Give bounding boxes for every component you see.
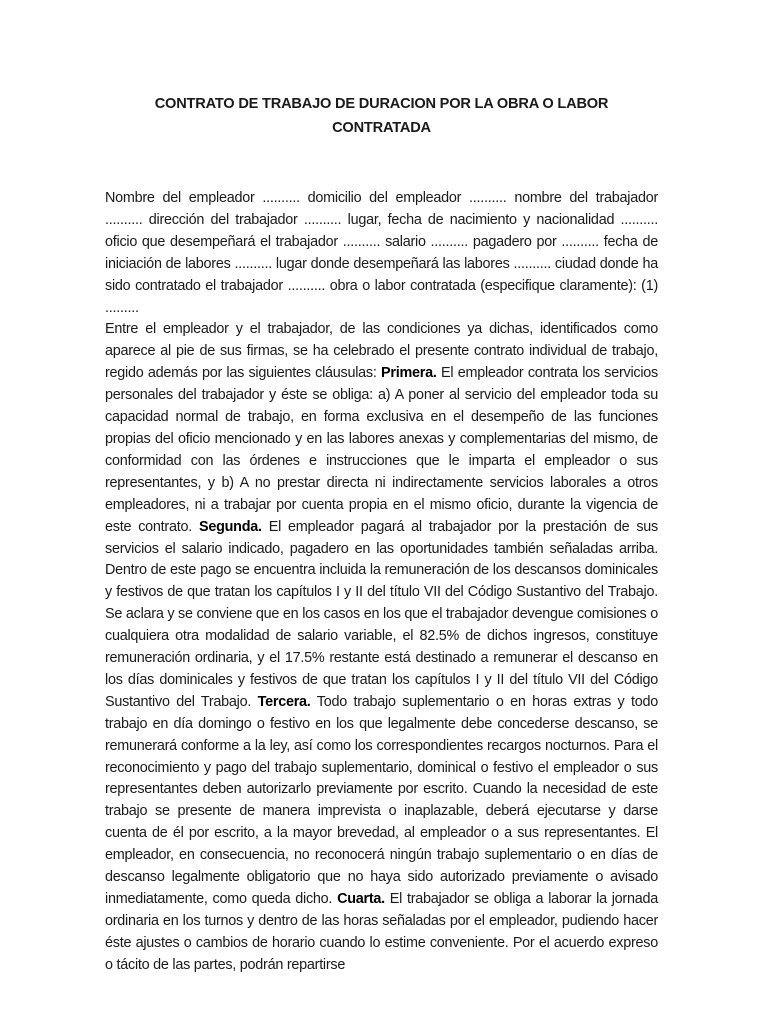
clause-primera-heading: Primera. (381, 365, 437, 382)
contract-body (105, 188, 658, 977)
clause-segunda-text: El empleador pagará al trabajador por la prestación de sus servicios el salario indicado, pagadero en las oportunidades también señaladas arriba. Dentro de este pago se encuentra incluida la remuneración de los descansos dominicales y festivos de que tratan los capítulos I y II del título VII del Código Sustantivo del Trabajo. Se aclara y se conviene que en los casos en los que el trabajador devengue comisiones o cualquiera otra modalidad de salario variable, el 82.5% de dichos ingresos, constituye remuneración ordinaria, y el 17.5% restante está destinado a remunerar el descanso en los días dominicales y festivos de que tratan los capítulos I y II del título VII del Código Sustantivo del Trabajo. (105, 518, 658, 710)
clause-cuarta-heading: Cuarta. (337, 891, 385, 907)
clauses-intro: Entre el empleador y el trabajador, de las condiciones ya dichas, identificados como aparece al pie de sus firmas, se ha celebrado el presente contrato individual de trabajo, regido además por las siguientes cláusulas: (105, 321, 658, 382)
clause-segunda-heading: Segunda. (198, 518, 262, 535)
clause-tercera-heading: Tercera. (257, 693, 311, 710)
clauses-paragraph (105, 319, 658, 976)
title-line-1: CONTRATO DE TRABAJO DE DURACION POR LA OBRA O LABOR (154, 96, 609, 112)
contract-title (105, 92, 658, 140)
clause-cuarta-text: El trabajador se obliga a laborar la jornada ordinaria en los turnos y dentro de las horas señaladas por el empleador, pudiendo hacer éste ajustes o cambios de horario cuando lo estime conveniente. Por el acuerdo expreso o tácito de las partes, podrán repartirse (105, 891, 658, 973)
title-line-2: CONTRATADA (332, 120, 431, 136)
clause-tercera-text: Todo trabajo suplementario o en horas extras y todo trabajo en día domingo o festivo en los que legalmente debe concederse descanso, se remunerará conforme a la ley, así como los correspondientes recargos nocturnos. Para el reconocimiento y pago del trabajo suplementario, dominical o festivo el empleador o sus representantes deben autorizarlo previamente por escrito. Cuando la necesidad de este trabajo se presente de manera imprevista o inaplazable, deberá ejecutarse y darse cuenta de él por escrito, a la mayor brevedad, al empleador o a sus representantes. El empleador, en consecuencia, no reconocerá ningún trabajo suplementario o en días de descanso legalmente obligatorio que no haya sido autorizado previamente o avisado inmediatamente, como queda dicho. (105, 693, 658, 907)
parties-fields-paragraph: Nombre del empleador .......... domicilio del empleador .......... nombre del trabajador .......... dirección del trabajador .......... lugar, fecha de nacimiento y nacionalidad .......... oficio que desempeñará el trabajador .......... salario .......... pagadero por .......... fecha de iniciación de labores .......... lugar donde desempeñará las labores .......... ciudad donde ha sido contratado el trabajador .......... obra o labor contratada (especifique claramente): (1) ......... (105, 190, 658, 316)
clause-primera-text: El empleador contrata los servicios personales del trabajador y éste se obliga: a) A poner al servicio del empleador toda su capacidad normal de trabajo, en forma exclusiva en el desempeño de las funciones propias del oficio mencionado y en las labores anexas y complementarias del mismo, de conformidad con las órdenes e instrucciones que le imparta el empleador o sus representantes, y b) A no prestar directa ni indirectamente servicios laborales a otros empleadores, ni a trabajar por cuenta propia en el mismo oficio, durante la vigencia de este contrato. (105, 365, 658, 535)
